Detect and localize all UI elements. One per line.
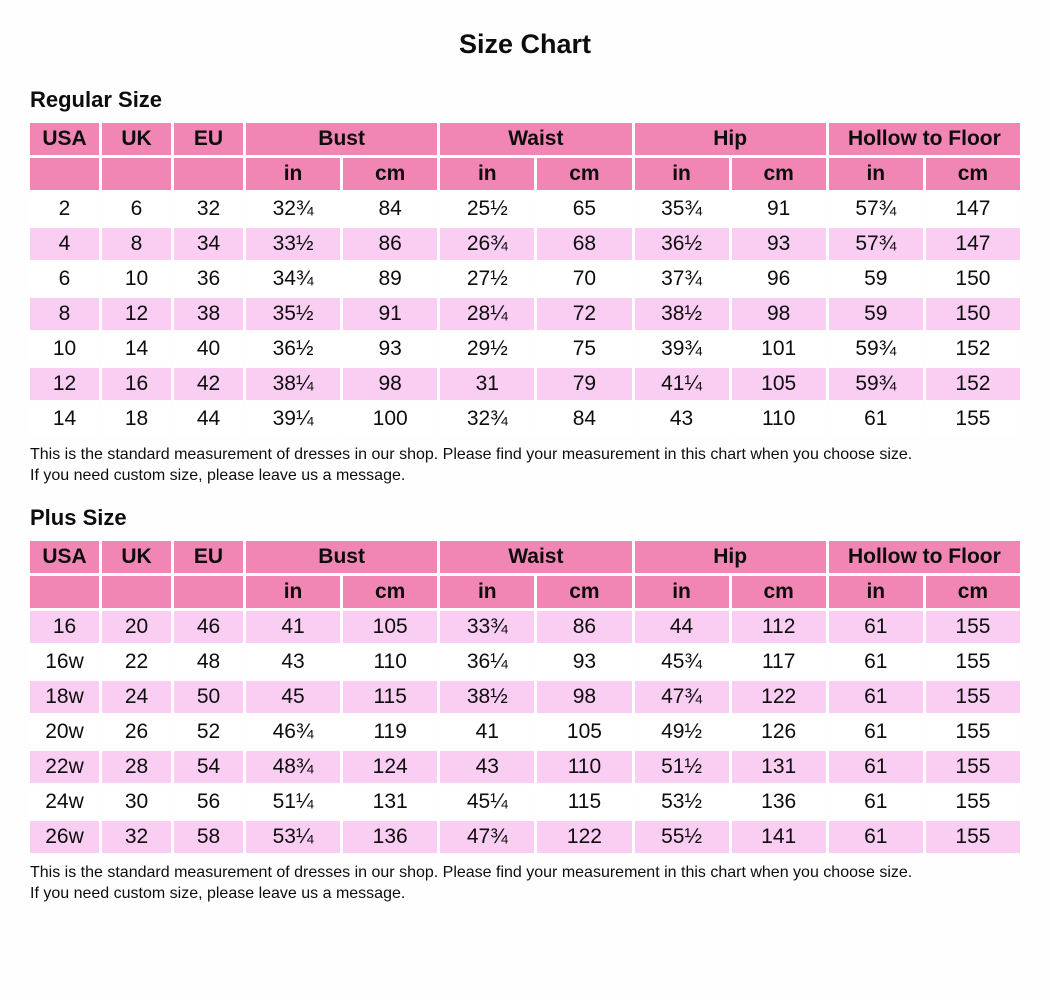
data-cell: 61 [829,751,923,783]
data-cell: 155 [926,611,1020,643]
column-header: USA [30,123,99,155]
data-cell: 16 [30,611,99,643]
data-cell: 38½ [440,681,534,713]
table-row [30,193,1020,225]
data-cell: 34¾ [246,263,340,295]
data-cell: 150 [926,263,1020,295]
data-cell: 36½ [635,228,729,260]
data-cell: 28 [102,751,171,783]
data-cell: 24 [102,681,171,713]
column-header: Hollow to Floor [829,123,1020,155]
data-cell: 115 [343,681,437,713]
data-cell: 61 [829,611,923,643]
data-cell: 6 [102,193,171,225]
data-cell: 59 [829,298,923,330]
data-cell: 32 [102,821,171,853]
column-header: USA [30,541,99,573]
table-row [30,611,1020,643]
data-cell: 155 [926,821,1020,853]
data-cell: 61 [829,646,923,678]
data-cell: 155 [926,786,1020,818]
unit-header: cm [926,158,1020,190]
data-cell: 152 [926,333,1020,365]
column-header: Bust [246,123,437,155]
data-cell: 10 [30,333,99,365]
data-cell: 58 [174,821,243,853]
unit-header: in [440,158,534,190]
data-cell: 110 [343,646,437,678]
data-cell: 61 [829,403,923,435]
data-cell: 91 [732,193,826,225]
data-cell: 155 [926,646,1020,678]
data-cell: 101 [732,333,826,365]
data-cell: 14 [30,403,99,435]
regular-size-table [27,120,1023,438]
data-cell: 6 [30,263,99,295]
data-cell: 50 [174,681,243,713]
data-cell: 155 [926,681,1020,713]
column-header: Hip [635,541,826,573]
data-cell: 46¾ [246,716,340,748]
unit-header: in [635,158,729,190]
data-cell: 2 [30,193,99,225]
table-row [30,298,1020,330]
data-cell: 59¾ [829,333,923,365]
data-cell: 53¼ [246,821,340,853]
table-row [30,333,1020,365]
data-cell: 25½ [440,193,534,225]
data-cell: 38¼ [246,368,340,400]
note-regular-line-1: This is the standard measurement of dresses in our shop. Please find your measurement in this chart when you choose size. [30,446,913,463]
data-cell: 141 [732,821,826,853]
empty-header-cell [102,158,171,190]
unit-header: cm [343,576,437,608]
data-cell: 96 [732,263,826,295]
unit-header: in [829,576,923,608]
unit-header: in [246,576,340,608]
data-cell: 44 [174,403,243,435]
data-cell: 155 [926,716,1020,748]
data-cell: 53½ [635,786,729,818]
unit-header: cm [732,158,826,190]
table-row [30,368,1020,400]
unit-header: cm [537,158,631,190]
table-row [30,786,1020,818]
data-cell: 49½ [635,716,729,748]
data-cell: 122 [537,821,631,853]
data-cell: 32¾ [440,403,534,435]
data-cell: 119 [343,716,437,748]
data-cell: 48¾ [246,751,340,783]
data-cell: 70 [537,263,631,295]
data-cell: 34 [174,228,243,260]
data-cell: 115 [537,786,631,818]
data-cell: 150 [926,298,1020,330]
unit-header: in [440,576,534,608]
data-cell: 42 [174,368,243,400]
plus-size-section [0,506,1050,904]
data-cell: 56 [174,786,243,818]
note-regular-line-2: If you need custom size, please leave us a message. [30,467,406,484]
data-cell: 39¾ [635,333,729,365]
note-plus-line-1: This is the standard measurement of dresses in our shop. Please find your measurement in this chart when you choose size. [30,864,913,881]
data-cell: 26 [102,716,171,748]
data-cell: 84 [537,403,631,435]
unit-header: in [829,158,923,190]
page-title: Size Chart [458,29,592,59]
data-cell: 136 [343,821,437,853]
data-cell: 126 [732,716,826,748]
data-cell: 10 [102,263,171,295]
data-cell: 20w [30,716,99,748]
data-cell: 131 [732,751,826,783]
data-cell: 18 [102,403,171,435]
data-cell: 40 [174,333,243,365]
column-header: Waist [440,541,631,573]
unit-header-row [30,576,1020,608]
table-row [30,681,1020,713]
data-cell: 31 [440,368,534,400]
plus-size-table [27,538,1023,856]
data-cell: 86 [343,228,437,260]
group-header-row [30,123,1020,155]
table-row [30,228,1020,260]
data-cell: 41 [246,611,340,643]
data-cell: 110 [732,403,826,435]
data-cell: 39¼ [246,403,340,435]
data-cell: 16w [30,646,99,678]
empty-header-cell [174,576,243,608]
data-cell: 26w [30,821,99,853]
data-cell: 65 [537,193,631,225]
empty-header-cell [30,576,99,608]
data-cell: 98 [732,298,826,330]
column-header: UK [102,123,171,155]
unit-header: cm [732,576,826,608]
data-cell: 12 [102,298,171,330]
data-cell: 75 [537,333,631,365]
data-cell: 36½ [246,333,340,365]
data-cell: 84 [343,193,437,225]
data-cell: 51¼ [246,786,340,818]
data-cell: 44 [635,611,729,643]
data-cell: 22 [102,646,171,678]
data-cell: 12 [30,368,99,400]
data-cell: 35½ [246,298,340,330]
data-cell: 86 [537,611,631,643]
data-cell: 100 [343,403,437,435]
section-heading-regular: Regular Size [30,87,163,112]
table-row [30,751,1020,783]
section-heading-plus: Plus Size [30,505,127,530]
table-row [30,403,1020,435]
data-cell: 54 [174,751,243,783]
table-row [30,716,1020,748]
data-cell: 72 [537,298,631,330]
data-cell: 122 [732,681,826,713]
data-cell: 117 [732,646,826,678]
data-cell: 26¾ [440,228,534,260]
data-cell: 152 [926,368,1020,400]
data-cell: 93 [732,228,826,260]
column-header: Bust [246,541,437,573]
data-cell: 45 [246,681,340,713]
data-cell: 91 [343,298,437,330]
column-header: Waist [440,123,631,155]
data-cell: 124 [343,751,437,783]
data-cell: 51½ [635,751,729,783]
data-cell: 55½ [635,821,729,853]
data-cell: 38 [174,298,243,330]
data-cell: 22w [30,751,99,783]
table-row [30,263,1020,295]
data-cell: 46 [174,611,243,643]
data-cell: 28¼ [440,298,534,330]
data-cell: 43 [440,751,534,783]
column-header: EU [174,123,243,155]
data-cell: 45¼ [440,786,534,818]
data-cell: 24w [30,786,99,818]
note-plus-line-2: If you need custom size, please leave us a message. [30,885,406,902]
empty-header-cell [102,576,171,608]
column-header: EU [174,541,243,573]
data-cell: 41 [440,716,534,748]
data-cell: 43 [635,403,729,435]
data-cell: 79 [537,368,631,400]
data-cell: 33½ [246,228,340,260]
data-cell: 32 [174,193,243,225]
data-cell: 18w [30,681,99,713]
data-cell: 93 [537,646,631,678]
data-cell: 41¼ [635,368,729,400]
regular-size-section [0,88,1050,486]
data-cell: 136 [732,786,826,818]
data-cell: 112 [732,611,826,643]
unit-header: in [635,576,729,608]
table-row [30,821,1020,853]
data-cell: 59¾ [829,368,923,400]
data-cell: 59 [829,263,923,295]
data-cell: 105 [732,368,826,400]
data-cell: 37¾ [635,263,729,295]
data-cell: 131 [343,786,437,818]
column-header: Hollow to Floor [829,541,1020,573]
data-cell: 20 [102,611,171,643]
data-cell: 93 [343,333,437,365]
data-cell: 61 [829,821,923,853]
data-cell: 27½ [440,263,534,295]
empty-header-cell [30,158,99,190]
data-cell: 155 [926,751,1020,783]
data-cell: 8 [102,228,171,260]
data-cell: 29½ [440,333,534,365]
data-cell: 147 [926,228,1020,260]
data-cell: 147 [926,193,1020,225]
data-cell: 89 [343,263,437,295]
table-row [30,646,1020,678]
data-cell: 61 [829,716,923,748]
unit-header: cm [537,576,631,608]
data-cell: 8 [30,298,99,330]
data-cell: 16 [102,368,171,400]
data-cell: 4 [30,228,99,260]
data-cell: 35¾ [635,193,729,225]
data-cell: 68 [537,228,631,260]
unit-header-row [30,158,1020,190]
unit-header: in [246,158,340,190]
data-cell: 14 [102,333,171,365]
data-cell: 30 [102,786,171,818]
empty-header-cell [174,158,243,190]
data-cell: 155 [926,403,1020,435]
data-cell: 52 [174,716,243,748]
data-cell: 61 [829,681,923,713]
unit-header: cm [343,158,437,190]
data-cell: 105 [343,611,437,643]
column-header: UK [102,541,171,573]
data-cell: 38½ [635,298,729,330]
note-regular [30,444,1050,486]
data-cell: 57¾ [829,228,923,260]
data-cell: 32¾ [246,193,340,225]
data-cell: 36 [174,263,243,295]
unit-header: cm [926,576,1020,608]
data-cell: 36¼ [440,646,534,678]
data-cell: 45¾ [635,646,729,678]
data-cell: 47¾ [440,821,534,853]
data-cell: 57¾ [829,193,923,225]
data-cell: 43 [246,646,340,678]
data-cell: 110 [537,751,631,783]
data-cell: 98 [537,681,631,713]
group-header-row [30,541,1020,573]
note-plus [30,862,1050,904]
data-cell: 105 [537,716,631,748]
data-cell: 98 [343,368,437,400]
column-header: Hip [635,123,826,155]
data-cell: 48 [174,646,243,678]
data-cell: 47¾ [635,681,729,713]
data-cell: 61 [829,786,923,818]
data-cell: 33¾ [440,611,534,643]
